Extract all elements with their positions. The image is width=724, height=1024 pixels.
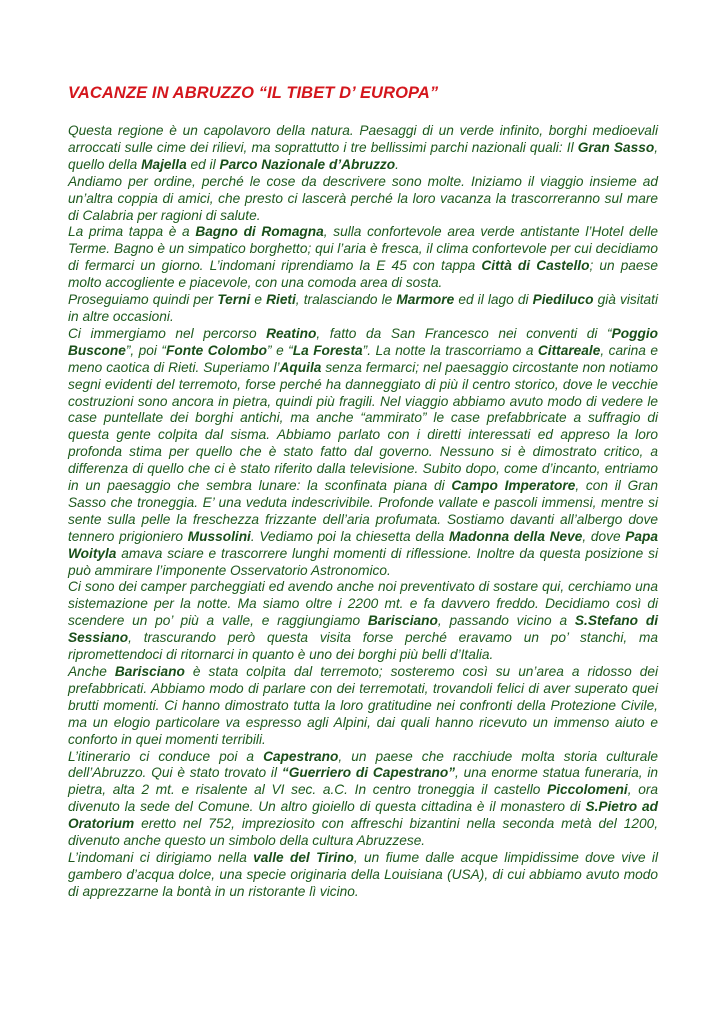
paragraph: [68, 326, 658, 580]
bold-place-name: Cittareale: [537, 342, 601, 358]
text-run: .: [395, 156, 399, 172]
bold-place-name: Barisciano: [367, 613, 438, 629]
text-run: , fatto da San Francesco nei conventi di “: [316, 325, 612, 341]
text-run: amava sciare e trascorrere lunghi momenti di riflessione. Inoltre da questa posizione si può ammirare l’imponente Osservatorio Astronomico.: [68, 545, 658, 578]
bold-place-name: “Guerriero di Capestrano”: [281, 765, 456, 781]
text-run: , sulla confortevole area verde antistante l’Hotel delle Terme. Bagno è un simpatico borghetto; qui l’aria è fresca, il clima confortevole per cui decidiamo di fermarci un giorno. L’indomani riprendiamo la E 45 con tappa: [68, 224, 658, 274]
text-run: ”. La notte la trascorriamo a: [362, 342, 538, 358]
bold-place-name: La Foresta: [292, 342, 363, 358]
bold-place-name: Fonte Colombo: [165, 342, 268, 358]
text-run: già visitati in altre occasioni.: [68, 292, 659, 324]
bold-place-name: Marmore: [396, 292, 455, 308]
paragraph: [68, 292, 658, 326]
bold-place-name: Città di Castello: [481, 258, 590, 274]
bold-place-name: Reatino: [266, 325, 317, 341]
bold-place-name: Bagno di Romagna: [195, 224, 324, 240]
bold-place-name: valle del Tirino: [253, 849, 354, 865]
paragraph: [68, 850, 658, 901]
bold-place-name: Papa Woityla: [68, 528, 658, 561]
document-page: [68, 84, 658, 901]
text-run: ed il lago di: [454, 292, 533, 308]
text-run: , trascurando però questa visita forse perché eravamo un po’ stanchi, ma ripromettendoci di ritornarci in quanto è uno dei borghi più belli d’Italia.: [68, 630, 658, 663]
document-title: VACANZE IN ABRUZZO “IL TIBET D’ EUROPA”: [68, 84, 439, 102]
paragraph: [68, 749, 658, 850]
text-run: , una enorme statua funeraria, in pietra, alta 2 mt. e risalente al VI sec. a.C. In centro troneggia il castello: [68, 765, 658, 798]
text-run: L’indomani ci dirigiamo nella: [68, 849, 254, 865]
text-run: ; un paese molto accogliente e piacevole, con una comoda area di sosta.: [68, 258, 658, 291]
text-run: ”, poi “: [125, 342, 166, 358]
paragraph: [68, 224, 658, 292]
text-run: , quello della: [68, 139, 659, 172]
bold-place-name: Rieti: [266, 292, 296, 308]
bold-place-name: Parco Nazionale d’Abruzzo: [219, 156, 396, 172]
text-run: eretto nel 752, impreziosito con affreschi bizantini nella seconda metà del 1200, divenuto anche questo un simbolo della cultura Abruzzese.: [68, 816, 658, 849]
text-run: è stata colpita dal terremoto; sosteremo così su un’area a ridosso dei prefabbricati. Abbiamo modo di parlare con dei terremotati, trovandoli felici di aver superato quei brutti momenti. Ci hanno dimostrato tutta la loro gratitudine nei confronti della Protezione Civile, ma un elogio particolare va espresso agli Alpini, dai quali hanno ricevuto un immenso aiuto e conforto in quei momenti terribili.: [68, 664, 658, 747]
bold-place-name: Terni: [217, 292, 251, 308]
bold-place-name: Campo Imperatore: [451, 478, 576, 494]
text-run: ” e “: [267, 342, 293, 358]
text-run: e: [250, 292, 267, 308]
text-run: , dove: [582, 528, 626, 544]
text-run: La prima tappa è a: [68, 224, 196, 240]
bold-place-name: Capestrano: [263, 748, 339, 764]
bold-place-name: Gran Sasso: [577, 139, 655, 155]
bold-place-name: Poggio Buscone: [68, 325, 658, 358]
text-run: , un paese che racchiude molta storia culturale dell’Abruzzo. Qui è stato trovato il: [68, 748, 658, 781]
text-run: , un fiume dalle acque limpidissime dove vive il gambero d’acqua dolce, una specie originaria della Louisiana (USA), di cui abbiamo avuto modo di apprezzarne la bontà in un ristorante lì vicino.: [68, 849, 658, 899]
bold-place-name: Mussolini: [187, 528, 251, 544]
bold-place-name: Barisciano: [114, 664, 185, 679]
text-run: Proseguiamo quindi per: [68, 292, 218, 308]
text-run: Ci immergiamo nel percorso: [68, 325, 267, 341]
paragraph: [68, 174, 658, 225]
paragraph: [68, 123, 658, 174]
text-run: . Vediamo poi la chiesetta della: [250, 528, 449, 544]
text-run: Questa regione è un capolavoro della natura. Paesaggi di un verde infinito, borghi medioevali arroccati sulle cime dei rilievi, ma soprattutto i tre bellissimi parchi nazionali quali: Il: [68, 123, 658, 155]
bold-place-name: Majella: [141, 156, 187, 172]
text-run: Anche: [68, 664, 115, 679]
bold-place-name: Aquila: [279, 359, 322, 375]
bold-place-name: Madonna della Neve: [449, 528, 583, 544]
text-run: ed il: [186, 156, 220, 172]
bold-place-name: Piediluco: [532, 292, 594, 308]
bold-place-name: S.Pietro ad Oratorium: [68, 799, 659, 832]
text-run: Ci sono dei camper parcheggiati ed avendo anche noi preventivato di sostare qui, cerchiamo una sistemazione per la notte. Ma siamo oltre i 2200 mt. e fa davvero freddo. Decidiamo così di scendere un po’ più a valle, e raggiungiamo: [68, 579, 658, 629]
text-run: , passando vicino a: [437, 613, 575, 629]
text-run: , con il Gran Sasso che troneggia. E’ una veduta indescrivibile. Profonde vallate e pascoli immensi, mentre si sente sulla pelle la freschezza frizzante dell’aria profumata. Sostiamo davanti all’albergo dove tennero prigioniero: [68, 478, 658, 544]
bold-place-name: Piccolomeni: [547, 782, 628, 798]
text-run: L’itinerario ci conduce poi a: [68, 748, 264, 764]
text-run: , tralasciando le: [295, 292, 397, 308]
text-run: Andiamo per ordine, perché le cose da descrivere sono molte. Iniziamo il viaggio insieme ad un’altra coppia di amici, che presto ci lascerà perché la loro vacanza la trascorreranno sul mare di Calabria per ragioni di salute.: [68, 173, 658, 223]
text-run: , carina e meno caotica di Rieti. Superiamo l’: [68, 342, 658, 375]
paragraph: [68, 664, 658, 749]
bold-place-name: S.Stefano di Sessiano: [68, 613, 659, 646]
text-run: senza fermarci; nel paesaggio circostante non notiamo segni evidenti del terremoto, forse perché ha danneggiato di più il centro storico, dove le vecchie costruzioni sono ancora in pietra, quindi più fragili. Nel viaggio abbiamo avuto modo di vedere le case puntellate dei borghi antichi, ma anche “ammirato” le case prefabbricate a suffragio di questa gente colpita dal sisma. Abbiamo parlato con i diretti interessati ed appreso la loro profonda stima per quello che è stato fatto dal governo. Nessuno si è dimostrato critico, a differenza di quello che ci è stato riferito dalla televisione. Subito dopo, come d’incanto, entriamo in un paesaggio che sembra lunare: la sconfinata piana di: [68, 359, 659, 494]
document-body: [68, 123, 658, 901]
paragraph: [68, 579, 658, 664]
text-run: , ora divenuto la sede del Comune. Un altro gioiello di questa cittadina è il monastero di: [68, 782, 658, 815]
